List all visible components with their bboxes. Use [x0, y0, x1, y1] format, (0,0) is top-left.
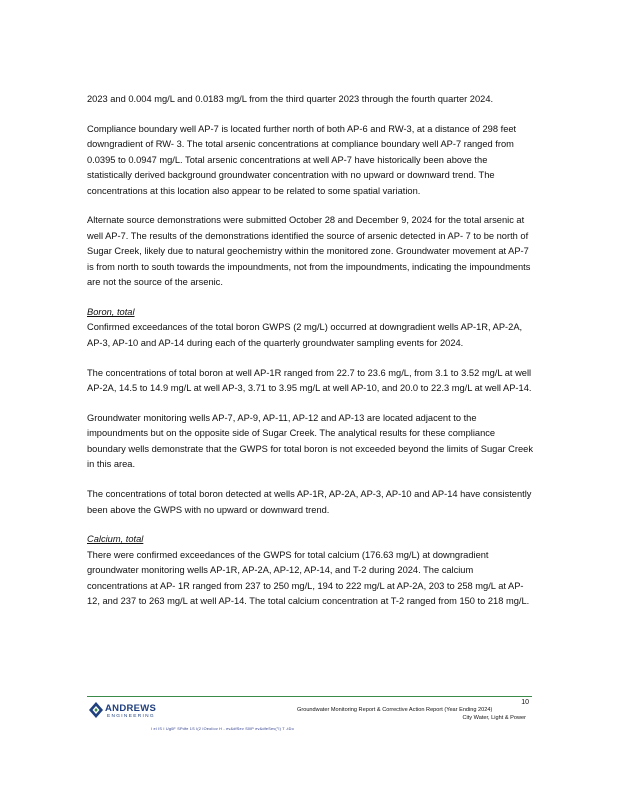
paragraph-arsenic-dates: 2023 and 0.004 mg/L and 0.0183 mg/L from the third quarter 2023 through the fourth quarter 2024.	[87, 94, 494, 104]
logo-name: ANDREWS	[105, 703, 157, 714]
heading-calcium: Calcium, total	[87, 534, 144, 545]
andrews-engineering-logo	[89, 702, 169, 722]
paragraph-boron-exceedances: Confirmed exceedances of the total boron GWPS (2 mg/L) occurred at downgradient wells AP-1R, AP-2A, AP-3, AP-10 and AP-14 during each of the quarterly groundwater sampling events for 2024.	[87, 322, 523, 348]
paragraph-ap7-compliance: Compliance boundary well AP-7 is located further north of both AP-6 and RW-3, at a distance of 298 feet downgradient of RW- 3. The total arsenic concentrations at compliance boundary well AP-7 ranged from 0.0395 to 0.0947 mg/L. Total arsenic concentrations at well AP-7 have historically been above the statistically derived background groundwater concentration with no upward or downward trend. The concentrations at this location also appear to be related to some spatial variation.	[87, 123, 517, 196]
paragraph-calcium: There were confirmed exceedances of the GWPS for total calcium (176.63 mg/L) at downgradient groundwater monitoring wells AP-1R, AP-2A, AP-12, AP-14, and T-2 during 2024. The calcium concentrations at AP- 1R ranged from 237 to 250 mg/L, 194 to 222 mg/L at AP-2A, 203 to 258 mg/L at AP-12, and 237 to 263 mg/L at well AP-14. The total calcium concentration at T-2 ranged from 150 to 218 mg/L.	[87, 549, 530, 607]
paragraph-alternate-source: Alternate source demonstrations were submitted October 28 and December 9, 2024 for the total arsenic at well AP-7. The results of the demonstrations identified the source of arsenic detected in AP- 7 to be north of Sugar Creek, likely due to natural geochemistry within the monitored zone. Groundwater movement at AP-7 is from north to south towards the impoundments, not from the impoundments, indicating the impoundments are not the source of the arsenic.	[87, 215, 531, 288]
footer-report-title: Groundwater Monitoring Report & Corrective Action Report (Year Ending 2024)	[297, 707, 493, 713]
logo-subtitle: ENGINEERING	[107, 714, 155, 719]
logo-mark-icon	[89, 702, 103, 718]
page-number: 10	[521, 699, 529, 706]
body-text	[87, 92, 534, 624]
heading-boron: Boron, total	[87, 306, 135, 317]
footer-divider	[87, 696, 532, 697]
paragraph-boron-concentrations: The concentrations of total boron at well AP-1R ranged from 22.7 to 23.6 mg/L, from 3.1 to 3.52 mg/L at well AP-2A, 14.5 to 14.9 mg/L at well AP-3, 3.71 to 3.95 mg/L at well AP-10, and 20.0 to 22.3 mg/L at well AP-14.	[87, 367, 532, 394]
footer-small-print: I el IS I Ug0F SPdfe 1S I(2 IOeoliov H - ev&dfSev S0lP ev&dfeSev(°l) T -tDo	[151, 727, 294, 731]
paragraph-boron-trend: The concentrations of total boron detected at wells AP-1R, AP-2A, AP-3, AP-10 and AP-14 have consistently been above the GWPS with no upward or downward trend.	[87, 489, 532, 515]
page-footer	[87, 696, 532, 744]
paragraph-boron-compliance-wells: Groundwater monitoring wells AP-7, AP-9, AP-11, AP-12 and AP-13 are located adjacent to the impoundments but on the opposite side of Sugar Creek. The analytical results for these compliance boundary wells demonstrate that the GWPS for total boron is not exceeded beyond the limits of Sugar Creek in this area.	[87, 413, 533, 470]
footer-client-name: City Water, Light & Power	[462, 715, 526, 721]
